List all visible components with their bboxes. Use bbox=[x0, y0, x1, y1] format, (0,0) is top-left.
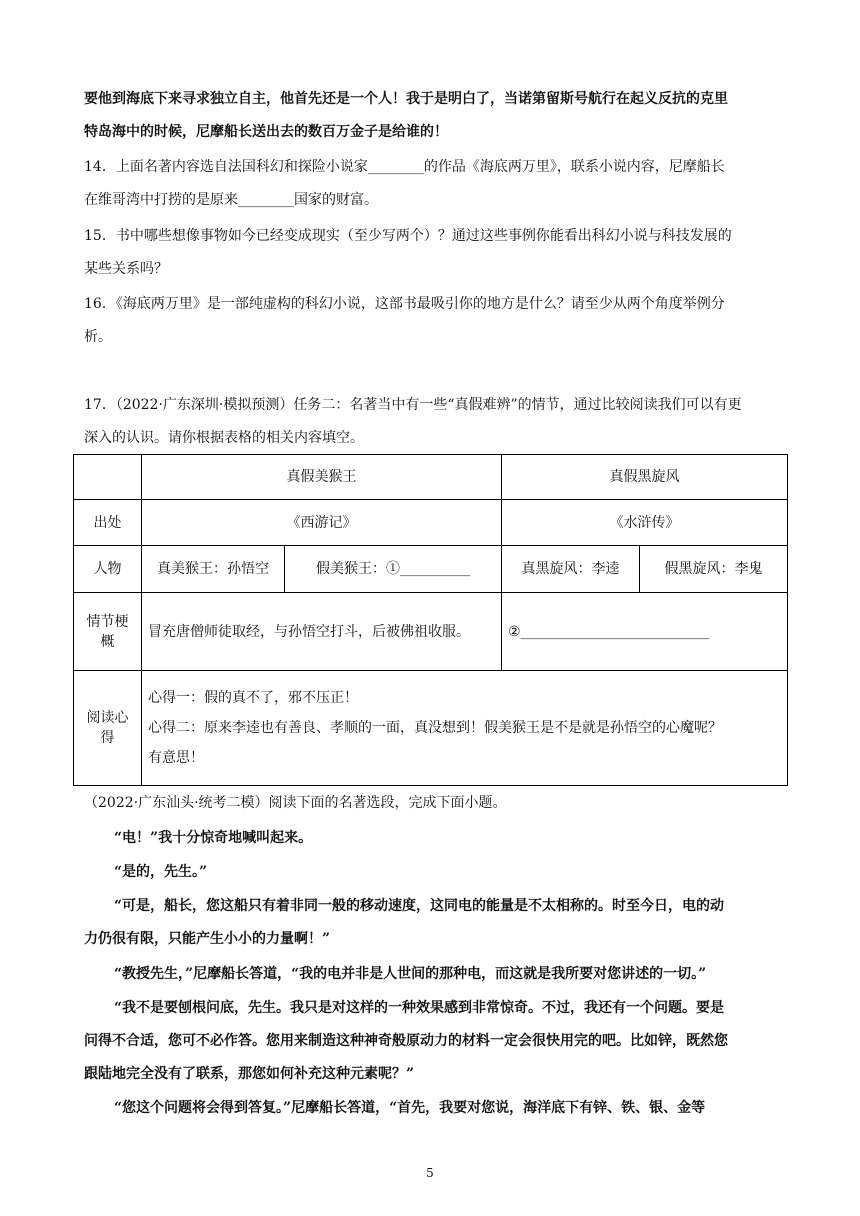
row-label bbox=[74, 593, 142, 671]
question-16-cont: 析。 bbox=[84, 329, 112, 345]
page-number: 5 bbox=[426, 1166, 434, 1180]
dialogue-paragraph: “我不是要刨根问底，先生。我只是对这样的一种效果感到非常惊奇。不过，我还有一个问题。要是 bbox=[114, 1000, 725, 1016]
table-row bbox=[74, 500, 788, 546]
passage-line: 特岛海中的时候，尼摩船长送出去的数百万金子是给谁的！ bbox=[84, 124, 448, 140]
plot-cell-blank: ②___________________________ bbox=[502, 593, 788, 671]
table-row bbox=[74, 593, 788, 671]
reading-cell bbox=[142, 671, 788, 786]
dialogue-paragraph-cont: 跟陆地完全没有了联系，那您如何补充这种元素呢？” bbox=[84, 1066, 415, 1082]
dialogue-paragraph-cont: 力仍很有限，只能产生小小的力量啊！” bbox=[84, 931, 331, 947]
plot-cell: 冒充唐僧师徒取经，与孙悟空打斗，后被佛祖收服。 bbox=[142, 593, 502, 671]
people-cell: 真黑旋风：李逵 bbox=[502, 546, 640, 593]
row-label bbox=[74, 671, 142, 786]
row-label: 出处 bbox=[74, 500, 142, 546]
source-cell: 《水浒传》 bbox=[502, 500, 788, 546]
question-16: 16．《海底两万里》是一部纯虚构的科幻小说，这部书最吸引你的地方是什么？请至少从两个角度举例分 bbox=[84, 296, 725, 312]
table-row bbox=[74, 546, 788, 593]
row-label-line: 得 bbox=[100, 730, 115, 746]
question-14-cont: 在维哥湾中打捞的是原来________国家的财富。 bbox=[84, 192, 378, 208]
question-17-cont: 深入的认识。请你根据表格的相关内容填空。 bbox=[84, 430, 364, 446]
dialogue-paragraph: “教授先生，”尼摩船长答道，“我的电并非是人世间的那种电，而这就是我所要对您讲述的一切。” bbox=[114, 966, 707, 982]
reading-line: 心得一：假的真不了，邪不压正！ bbox=[148, 690, 358, 706]
question-17: 17．（2022·广东深圳·模拟预测）任务二：名著当中有一些“真假难辨”的情节，通过比较阅读我们可以有更 bbox=[84, 397, 742, 413]
question-14: 14．上面名著内容选自法国科幻和探险小说家________的作品《海底两万里》，联系小说内容，尼摩船长 bbox=[84, 159, 725, 175]
row-label-line: 阅读心 bbox=[86, 710, 129, 726]
dialogue-paragraph: “可是，船长，您这船只有着非同一般的移动速度，这同电的能量是不太相称的。时至今日，电的动 bbox=[114, 898, 725, 914]
table-corner-cell bbox=[74, 455, 142, 500]
people-cell: 假黑旋风：李鬼 bbox=[640, 546, 788, 593]
dialogue-paragraph: “是的，先生。” bbox=[114, 864, 208, 880]
source-cell: 《西游记》 bbox=[142, 500, 502, 546]
dialogue-paragraph: “电！”我十分惊奇地喊叫起来。 bbox=[114, 830, 313, 846]
reading-intro: （2022·广东汕头·统考二模）阅读下面的名著选段，完成下面小题。 bbox=[84, 795, 507, 811]
row-label-line: 情节梗 bbox=[86, 613, 129, 630]
people-cell: 真美猴王：孙悟空 bbox=[142, 546, 285, 593]
table-header-row bbox=[74, 455, 788, 500]
question-15-cont: 某些关系吗？ bbox=[84, 261, 168, 277]
reading-line: 心得二：原来李逵也有善良、孝顺的一面，真没想到！假美猴王是不是就是孙悟空的心魔呢？ bbox=[148, 720, 722, 736]
reading-line: 有意思！ bbox=[148, 750, 204, 766]
passage-line: 要他到海底下来寻求独立自主，他首先还是一个人！我于是明白了，当诺第留斯号航行在起义反抗的克里 bbox=[84, 91, 728, 107]
row-label: 人物 bbox=[74, 546, 142, 593]
comparison-table bbox=[73, 454, 788, 786]
header-cell: 真假美猴王 bbox=[142, 455, 502, 500]
question-15: 15．书中哪些想像事物如今已经变成现实（至少写两个）？通过这些事例你能看出科幻小说与科技发展的 bbox=[84, 228, 732, 244]
dialogue-paragraph: “您这个问题将会得到答复。”尼摩船长答道，“首先，我要对您说，海洋底下有锌、铁、银、金等 bbox=[114, 1100, 706, 1116]
people-cell-blank: 假美猴王：①__________ bbox=[285, 546, 502, 593]
table-row bbox=[74, 671, 788, 786]
row-label-line: 概 bbox=[100, 633, 115, 650]
header-cell: 真假黑旋风 bbox=[502, 455, 788, 500]
dialogue-paragraph-cont: 问得不合适，您可不必作答。您用来制造这种神奇般原动力的材料一定会很快用完的吧。比如锌，既然您 bbox=[84, 1033, 728, 1049]
